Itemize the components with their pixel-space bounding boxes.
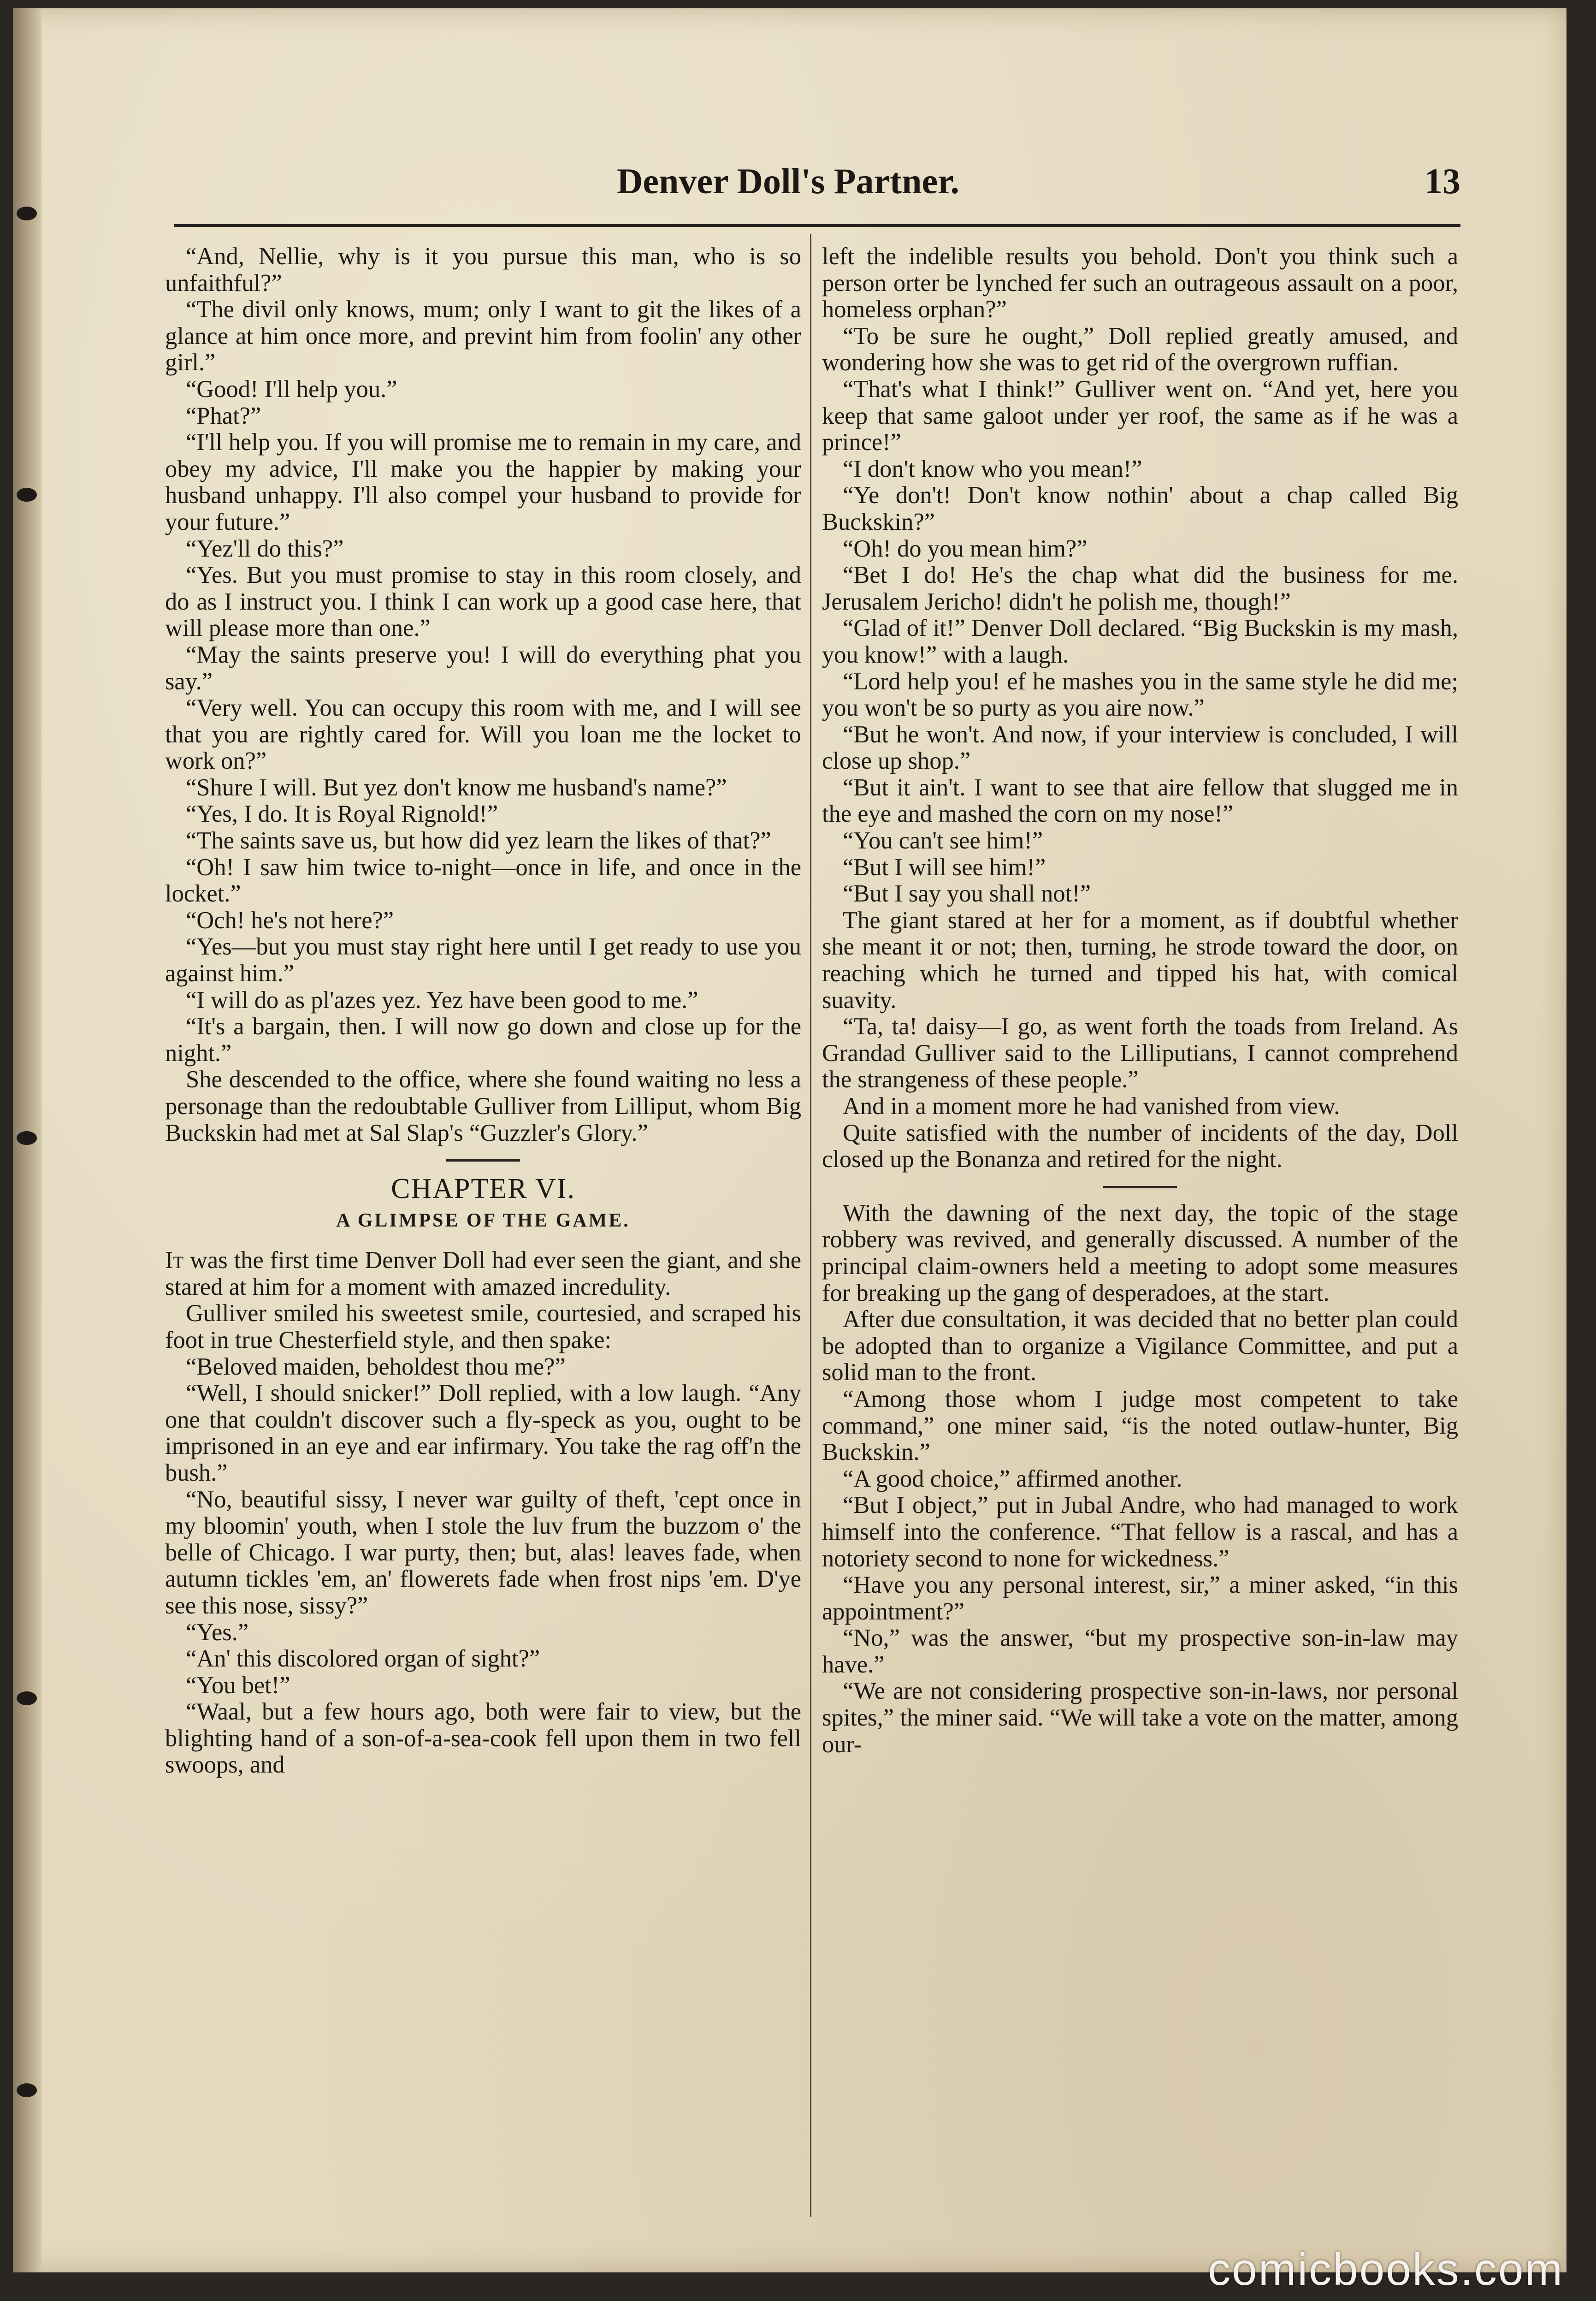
- chapter-subtitle: A GLIMPSE OF THE GAME.: [336, 1210, 630, 1232]
- chapter-opening-paragraph: [165, 1247, 801, 1300]
- paragraph: “Och! he's not here?”: [186, 907, 394, 934]
- site-watermark: comicbooks.com: [1208, 2244, 1564, 2295]
- paragraph: “A good choice,” affirmed another.: [843, 1465, 1182, 1492]
- paragraph: “Very well. You can occupy this room with me, and I will see that you are rightly cared for. Will you loan me the locket to work on?”: [165, 694, 801, 775]
- left-column-paragraphs: [165, 243, 801, 1146]
- paragraph: The giant stared at her for a moment, as if doubtful whether she meant it or not; then, turning, he strode toward the door, on reaching which he turned and tipped his hat, with comical suavity.: [822, 907, 1458, 1014]
- paragraph: “The saints save us, but how did yez learn the likes of that?”: [186, 827, 771, 854]
- paragraph: “Ta, ta! daisy—I go, as went forth the toads from Ireland. As Grandad Gulliver said to the Lilliputians, I cannot comprehend the strangeness of these people.”: [822, 1013, 1458, 1093]
- paragraph: And in a moment more he had vanished from view.: [843, 1093, 1340, 1120]
- paragraph: “Shure I will. But yez don't know me husband's name?”: [186, 774, 727, 801]
- paragraph: “Ye don't! Don't know nothin' about a chap called Big Buckskin?”: [822, 482, 1458, 535]
- paragraph: “Yes. But you must promise to stay in this room closely, and do as I instruct you. I think I can work up a good case here, that will please more than one.”: [165, 562, 801, 642]
- paragraph: “I don't know who you mean!”: [843, 455, 1142, 482]
- paragraph: “Phat?”: [186, 402, 261, 429]
- paragraph: She descended to the office, where she found waiting no less a personage than the redoubtable Gulliver from Lilliput, whom Big Buckskin had met at Sal Slap's “Guzzler's Glory.”: [165, 1066, 801, 1146]
- chapter-opening-text: was the first time Denver Doll had ever seen the giant, and she stared at him for a moment with amazed incredulity.: [165, 1247, 801, 1300]
- paragraph: “Have you any personal interest, sir,” a miner asked, “in this appointment?”: [822, 1572, 1458, 1625]
- left-column: [165, 243, 801, 2180]
- paragraph: Quite satisfied with the number of incidents of the day, Doll closed up the Bonanza and retired for the night.: [822, 1119, 1458, 1173]
- paragraph: “An' this discolored organ of sight?”: [186, 1645, 540, 1672]
- paragraph: “But I say you shall not!”: [843, 880, 1091, 907]
- binding-hole: [17, 1131, 37, 1145]
- paragraph: “And, Nellie, why is it you pursue this man, who is so unfaithful?”: [165, 243, 801, 297]
- paragraph: “Lord help you! ef he mashes you in the same style he did me; you won't be so purty as you aire now.”: [822, 668, 1458, 722]
- paragraph: “To be sure he ought,” Doll replied greatly amused, and wondering how she was to get rid of the overgrown ruffian.: [822, 322, 1458, 376]
- section-break-rule: [446, 1159, 520, 1162]
- paragraph: “Oh! I saw him twice to-night—once in life, and once in the locket.”: [165, 854, 801, 907]
- paragraph: “Beloved maiden, beholdest thou me?”: [186, 1353, 566, 1380]
- paragraph: “Among those whom I judge most competent to take command,” one miner said, “is the noted outlaw-hunter, Big Buckskin.”: [822, 1385, 1458, 1466]
- paragraph: “Yes, I do. It is Royal Rignold!”: [186, 801, 498, 828]
- paragraph: “That's what I think!” Gulliver went on. “And yet, here you keep that same galoot under yer roof, the same as if he was a prince!”: [822, 375, 1458, 456]
- binding-hole: [17, 1691, 37, 1705]
- paragraph: “It's a bargain, then. I will now go down and close up for the night.”: [165, 1013, 801, 1067]
- paragraph: left the indelible results you behold. Don't you think such a person orter be lynched fer such an outrageous assault on a poor, homeless orphan?”: [822, 243, 1458, 323]
- paragraph: After due consultation, it was decided that no better plan could be adopted than to organize a Vigilance Committee, and put a solid man to the front.: [822, 1306, 1458, 1386]
- paragraph: “You bet!”: [186, 1672, 290, 1699]
- page-header: [174, 160, 1460, 216]
- binding-hole: [17, 207, 37, 220]
- right-column-paragraphs: [822, 243, 1458, 1173]
- binding-hole: [17, 2083, 37, 2097]
- paragraph: “Yes—but you must stay right here until I get ready to use you against him.”: [165, 933, 801, 987]
- column-divider: [810, 234, 811, 2217]
- paragraph: “Yez'll do this?”: [186, 535, 344, 562]
- right-column-section-paragraphs: [822, 1200, 1458, 1758]
- right-column: [822, 243, 1458, 2180]
- paragraph: “But it ain't. I want to see that aire fellow that slugged me in the eye and mashed the corn on my nose!”: [822, 774, 1458, 828]
- chapter-opening-first-word: It: [165, 1247, 184, 1274]
- paragraph: “The divil only knows, mum; only I want to git the likes of a glance at him once more, and prevint him from foolin' any other girl.”: [165, 296, 801, 376]
- paragraph: “But I object,” put in Jubal Andre, who had managed to work himself into the conference. “That fellow is a rascal, and has a notoriety second to none for wickedness.”: [822, 1492, 1458, 1572]
- header-rule: [174, 224, 1460, 227]
- binding-hole: [17, 488, 37, 502]
- paragraph: “You can't see him!”: [843, 827, 1043, 854]
- paragraph: “Yes.”: [186, 1619, 249, 1646]
- paragraph: “I will do as pl'azes yez. Yez have been good to me.”: [186, 986, 698, 1014]
- paragraph: “Waal, but a few hours ago, both were fair to view, but the blighting hand of a son-of-a-sea-cook fell upon them in two fell swoops, and: [165, 1698, 801, 1779]
- paragraph: “No, beautiful sissy, I never war guilty of theft, 'cept once in my bloomin' youth, when I stole the luv frum the buzzom o' the belle of Chicago. I war purty, then; but, alas! leaves fade, when autumn tickles 'em, an' flowerets fade when frost nips 'em. D'ye see this nose, sissy?”: [165, 1486, 801, 1619]
- magazine-page: [13, 8, 1566, 2272]
- section-break-rule: [1103, 1186, 1177, 1188]
- paragraph: “But I will see him!”: [843, 854, 1046, 881]
- page-number: 13: [1425, 161, 1460, 201]
- paragraph: “Well, I should snicker!” Doll replied, with a low laugh. “Any one that couldn't discover such a fly-speck as you, ought to be imprisoned in an eye and ear infirmary. You take the rag off'n the bush.”: [165, 1380, 801, 1486]
- paragraph: “Glad of it!” Denver Doll declared. “Big Buckskin is my mash, you know!” with a laugh.: [822, 615, 1458, 668]
- paragraph: “Good! I'll help you.”: [186, 375, 397, 403]
- paragraph: “Bet I do! He's the chap what did the business for me. Jerusalem Jericho! didn't he polish me, though!”: [822, 562, 1458, 615]
- paragraph: “But he won't. And now, if your interview is concluded, I will close up shop.”: [822, 721, 1458, 775]
- left-column-chapter-paragraphs: [165, 1300, 801, 1779]
- paragraph: Gulliver smiled his sweetest smile, courtesied, and scraped his foot in true Chesterfield style, and then spake:: [165, 1300, 801, 1353]
- page-binding-edge: [13, 8, 41, 2272]
- paragraph: “We are not considering prospective son-in-laws, nor personal spites,” the miner said. “We will take a vote on the matter, among our-: [822, 1678, 1458, 1758]
- paragraph: “I'll help you. If you will promise me to remain in my care, and obey my advice, I'll make you the happier by making your husband unhappy. I'll also compel your husband to provide for your future.”: [165, 429, 801, 535]
- chapter-heading: CHAPTER VI.: [391, 1173, 575, 1205]
- paragraph: “Oh! do you mean him?”: [843, 535, 1088, 562]
- paragraph: “No,” was the answer, “but my prospective son-in-law may have.”: [822, 1625, 1458, 1678]
- paragraph: “May the saints preserve you! I will do everything phat you say.”: [165, 641, 801, 695]
- running-title: Denver Doll's Partner.: [617, 161, 960, 201]
- paragraph: With the dawning of the next day, the topic of the stage robbery was revived, and generally discussed. A number of the principal claim-owners held a meeting to adopt some measures for breaking up the gang of desperadoes, at the start.: [822, 1199, 1458, 1306]
